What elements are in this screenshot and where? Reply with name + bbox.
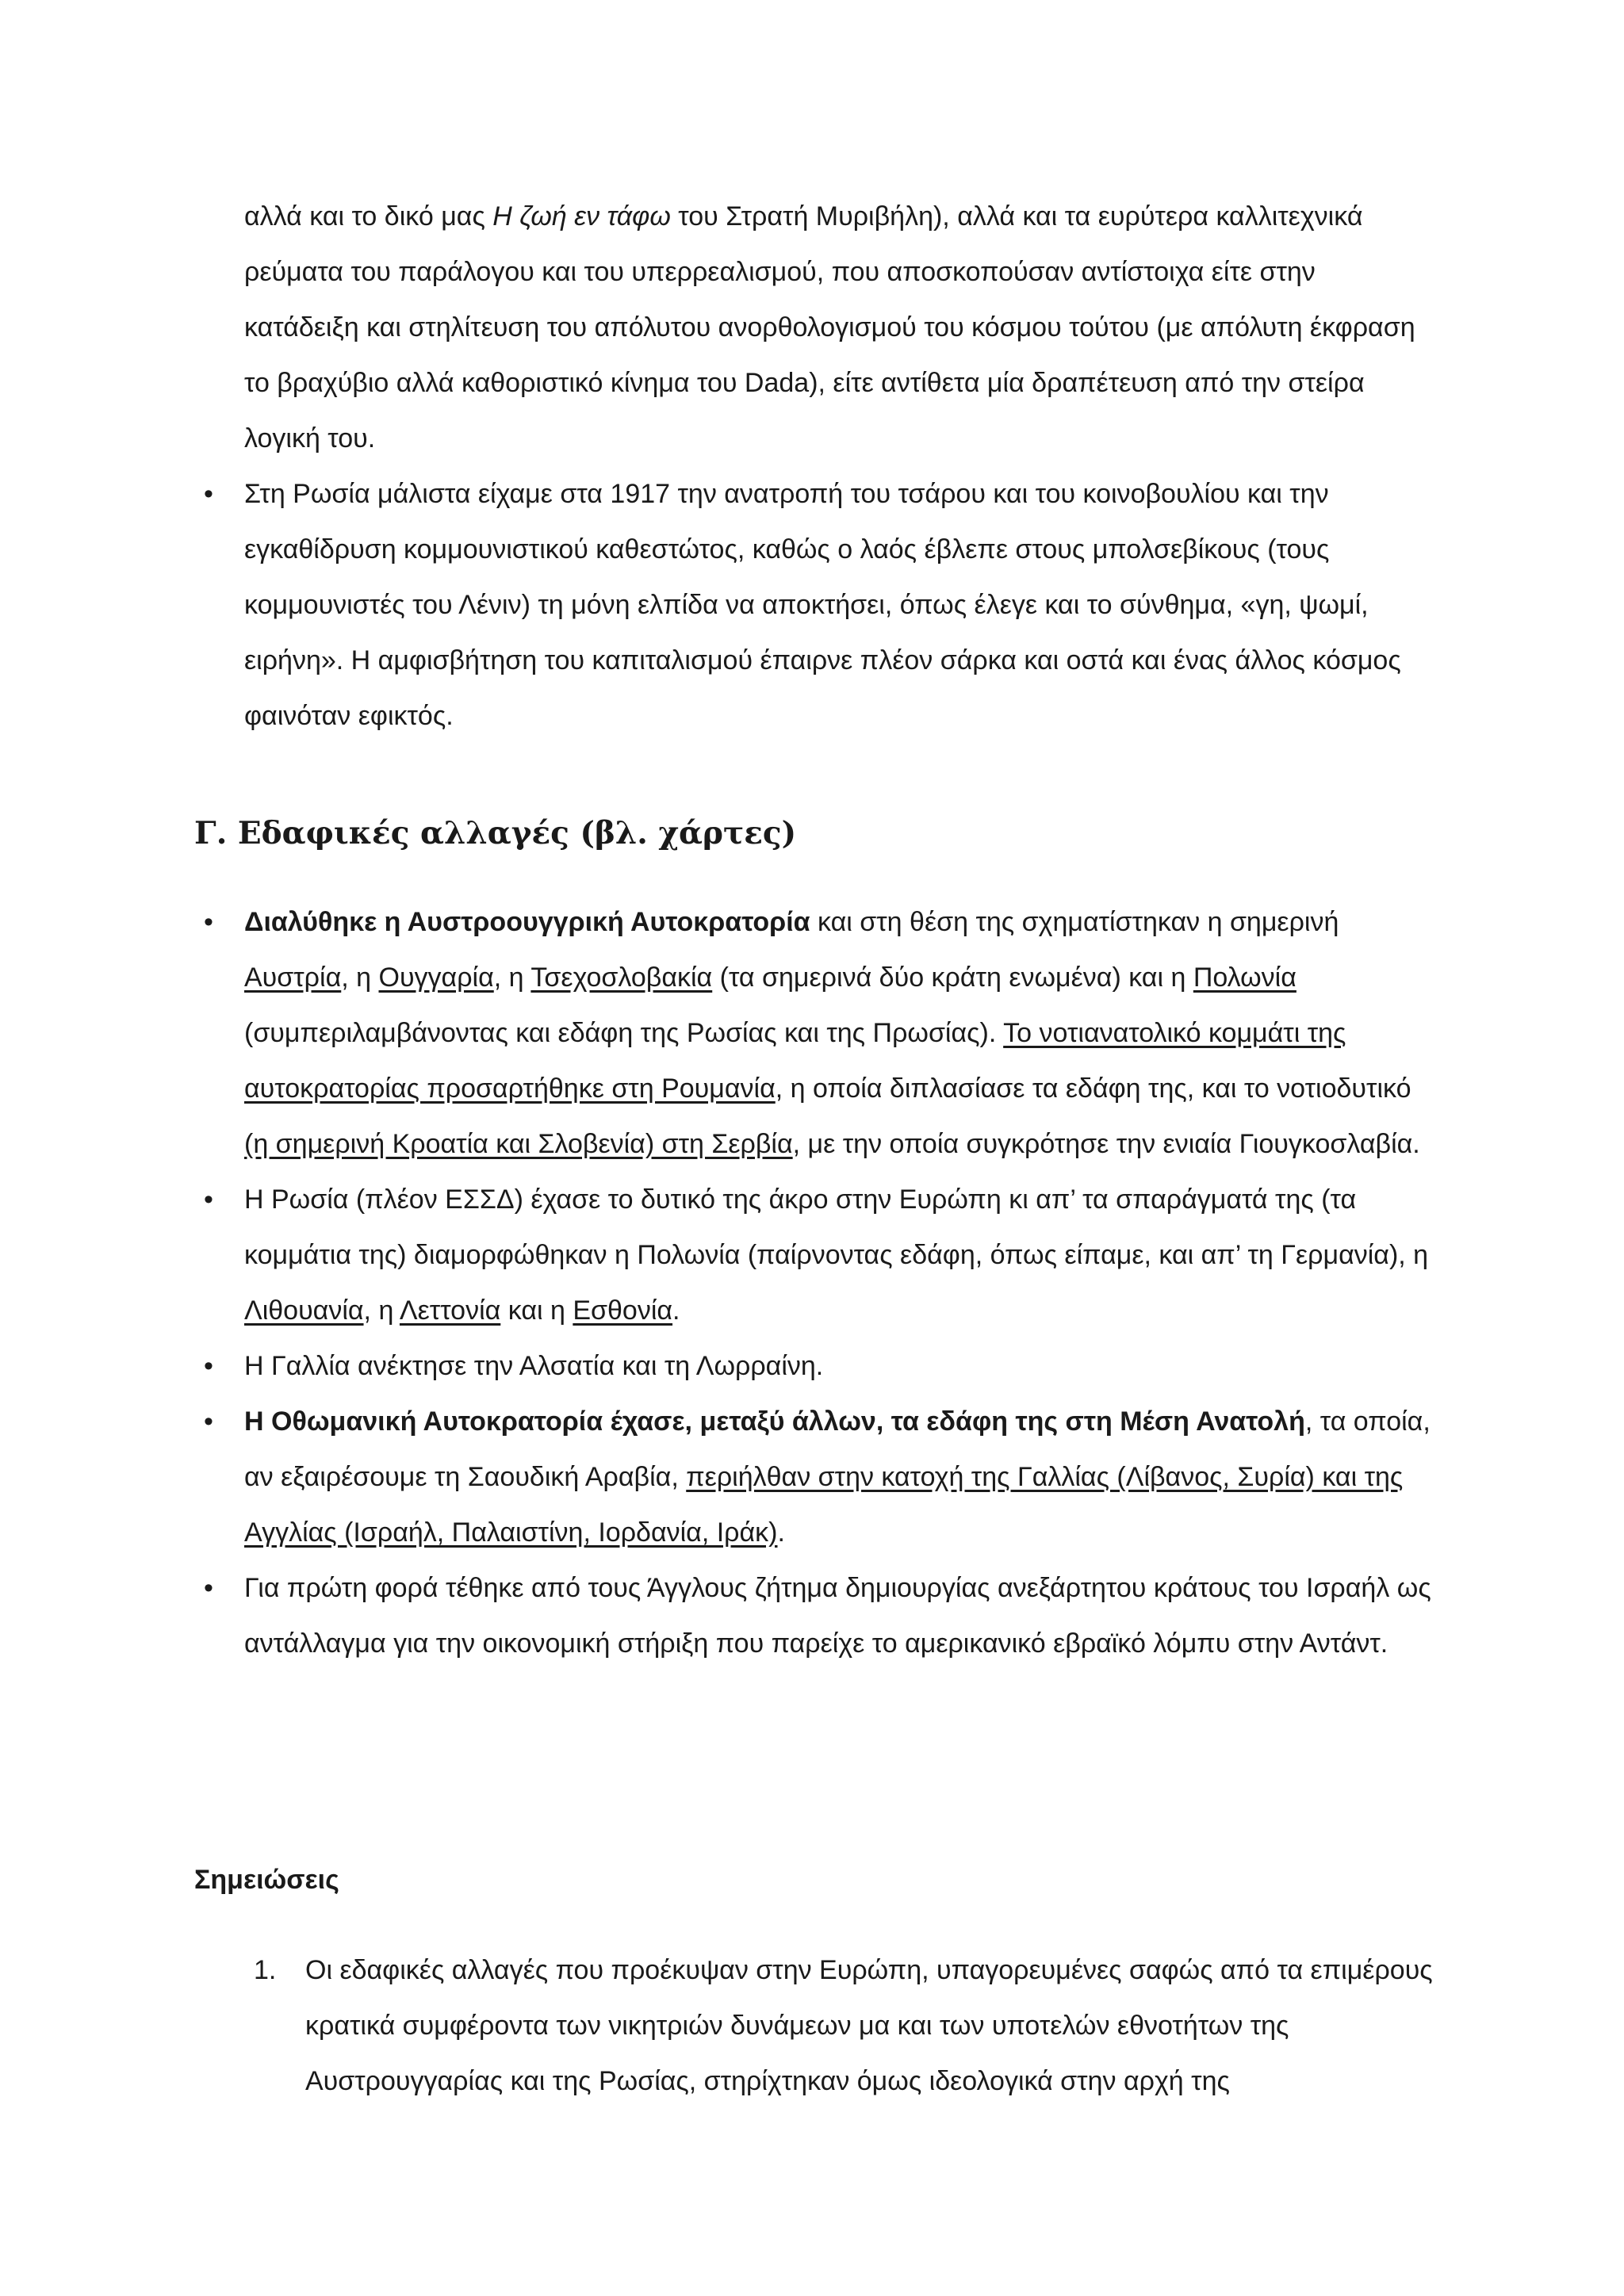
intro-text (244, 189, 1434, 466)
text-run: , με την οποία συγκρότησε την ενιαία Γιουγκοσλαβία. (792, 1129, 1420, 1159)
note-number: 1. (254, 1955, 277, 1985)
text-run: , η (493, 962, 531, 993)
bullet-icon: • (204, 907, 213, 937)
text-run: . (777, 1517, 785, 1548)
section-heading: Γ. Εδαφικές αλλαγές (βλ. χάρτες) (194, 815, 797, 851)
text-run: , η (341, 962, 379, 993)
text-run: , η (363, 1295, 400, 1326)
link-middle-east: περιήλθαν στην κατοχή της Γαλλίας (Λίβανος, Συρία) και της Αγγλίας (Ισραήλ, Παλαιστίνη, Ιορδανία, Ιράκ) (244, 1462, 1404, 1548)
link-poland: Πολωνία (1193, 962, 1297, 993)
bullet-icon: • (204, 1573, 213, 1603)
text-run: (τα σημερινά δύο κράτη ενωμένα) και η (712, 962, 1193, 993)
austria-bold: Διαλύθηκε η Αυστροουγγρική Αυτοκρατορία (244, 907, 810, 937)
link-hungary: Ουγγαρία (378, 962, 494, 993)
intro-text-a: αλλά και το δικό μας (244, 201, 493, 232)
bullet-icon: • (204, 1406, 213, 1437)
text-run: , τα οποία, αν εξαιρέσουμε τη Σαουδική Αραβία, (244, 1406, 1431, 1492)
list-item (204, 466, 1434, 744)
intro-paragraph (244, 189, 1434, 466)
bullet-icon: • (204, 1184, 213, 1215)
ottoman-bold: Η Οθωμανική Αυτοκρατορία έχασε, μεταξύ άλλων, τα εδάφη της στη Μέση Ανατολή (244, 1406, 1305, 1437)
bullet-icon: • (204, 479, 213, 509)
intro-italic-title: Η ζωή εν τάφω (492, 201, 671, 232)
list-item (204, 1172, 1434, 1338)
list-item (204, 894, 1434, 1172)
note-text: Οι εδαφικές αλλαγές που προέκυψαν στην Ευρώπη, υπαγορευμένες σαφώς από τα επιμέρους κρατικά συμφέροντα των νικητριών δυνάμεων μα και των υποτελών εθνοτήτων της Αυστρουγγαρίας και της Ρωσίας, στηρίχτηκαν όμως ιδεολογικά στην αρχή της (305, 1955, 1433, 2096)
text-run: (συμπεριλαμβάνοντας και εδάφη της Ρωσίας και της Πρωσίας). (244, 1018, 1004, 1048)
territorial-list (204, 894, 1434, 1671)
bullet-israel-text: Για πρώτη φορά τέθηκε από τους Άγγλους ζήτημα δημιουργίας ανεξάρτητου κράτους του Ισραήλ ως αντάλλαγμα για την οικονομική στήριξη που παρείχε το αμερικανικό εβραϊκό λόμπυ στην Αντάντ. (244, 1573, 1431, 1659)
link-latvia: Λεττονία (399, 1295, 501, 1326)
bullet-icon: • (204, 1351, 213, 1381)
link-lithuania: Λιθουανία (244, 1295, 364, 1326)
notes-list (254, 1942, 1439, 2109)
list-item (204, 1560, 1434, 1671)
list-item (204, 1394, 1434, 1560)
link-romania: Το νοτιανατολικό κομμάτι της αυτοκρατορίας προσαρτήθηκε στη Ρουμανία (244, 1018, 1346, 1104)
text-run: , η οποία διπλασίασε τα εδάφη της, και το νοτιοδυτικό (775, 1073, 1411, 1104)
link-czechoslovakia: Τσεχοσλοβακία (530, 962, 713, 993)
text-run: . (672, 1295, 680, 1326)
bullet-russia-text: Στη Ρωσία μάλιστα είχαμε στα 1917 την ανατροπή του τσάρου και του κοινοβουλίου και την εγκαθίδρυση κομμουνιστικού καθεστώτος, καθώς ο λαός έβλεπε στους μπολσεβίκους (τους κομμουνιστές του Λένιν) τη μόνη ελπίδα να αποκτήσει, όπως έλεγε και το σύνθημα, «γη, ψωμί, ειρήνη». Η αμφισβήτηση του καπιταλισμού έπαιρνε πλέον σάρκα και οστά και ένας άλλος κόσμος φαινόταν εφικτός. (244, 479, 1401, 731)
text-run: και στη θέση της σχηματίστηκαν η σημερινή (810, 907, 1339, 937)
link-serbia: (η σημερινή Κροατία και Σλοβενία) στη Σερβία (244, 1129, 793, 1159)
text-run: Η Ρωσία (πλέον ΕΣΣΔ) έχασε το δυτικό της άκρο στην Ευρώπη κι απ’ τα σπαράγματά της (τα κομμάτια της) διαμορφώθηκαν η Πολωνία (παίρνοντας εδάφη, όπως είπαμε, και απ’ τη Γερμανία), η (244, 1184, 1429, 1270)
link-austria: Αυστρία (244, 962, 342, 993)
bullet-france-text: Η Γαλλία ανέκτησε την Αλσατία και τη Λωρραίνη. (244, 1351, 824, 1381)
notes-title: Σημειώσεις (194, 1865, 339, 1895)
list-item (204, 1338, 1434, 1394)
intro-text-rest: ρεύματα του παράλογου και του υπερρεαλισμού, που αποσκοπούσαν αντίστοιχα είτε στην κατάδειξη και στηλίτευση του απόλυτου ανορθολογισμού του κόσμου τούτου (με απόλυτη έκφραση το βραχύβιο αλλά καθοριστικό κίνημα του Dada), είτε αντίθετα μία δραπέτευση από την στείρα λογική του. (244, 257, 1415, 453)
list-item (254, 1942, 1439, 2109)
bullet-russia (204, 466, 1434, 744)
intro-text-b: του Στρατή Μυριβήλη), αλλά και τα ευρύτερα καλλιτεχνικά (670, 201, 1363, 232)
text-run: και η (500, 1295, 573, 1326)
link-estonia: Εσθονία (573, 1295, 673, 1326)
